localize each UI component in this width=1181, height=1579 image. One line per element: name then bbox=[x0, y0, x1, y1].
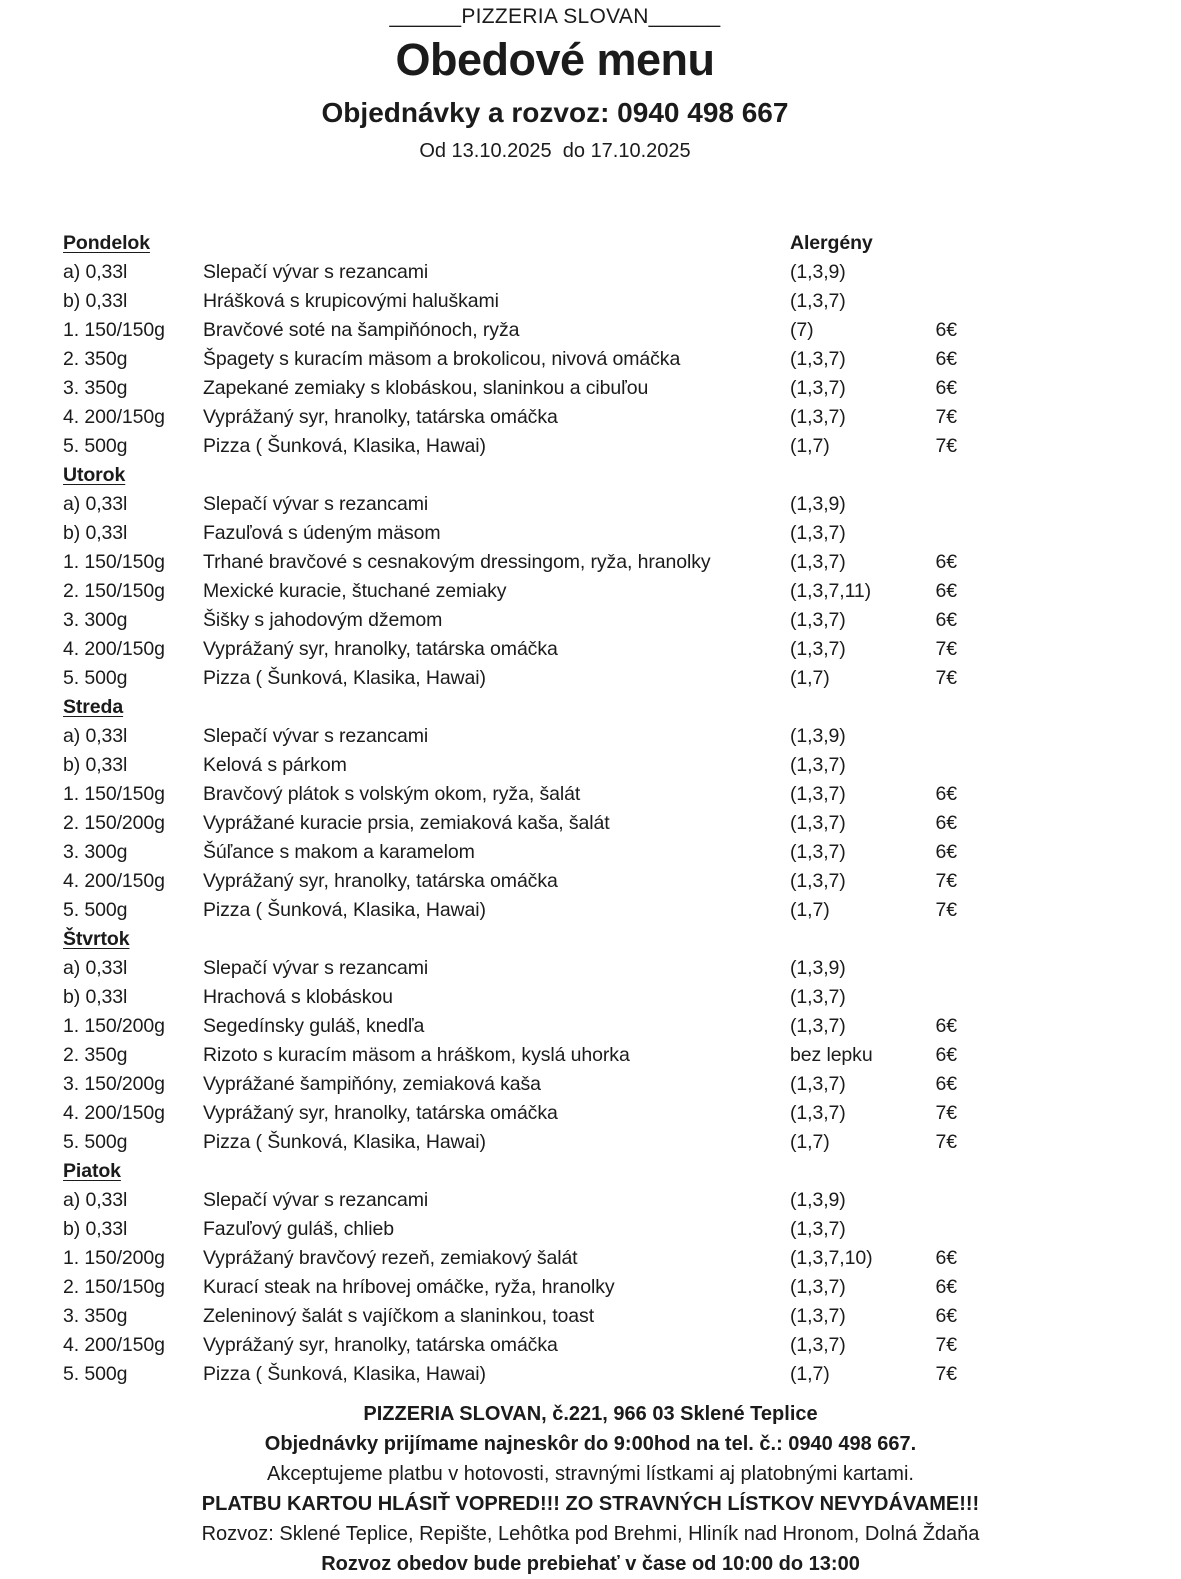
portion-cell: a) 0,33l bbox=[63, 261, 128, 283]
allergens-cell: (1,3,7) bbox=[790, 870, 846, 892]
dish-cell: Pizza ( Šunková, Klasika, Hawai) bbox=[203, 667, 486, 689]
price-cell: 7€ bbox=[935, 899, 957, 921]
portion-cell: 1. 150/200g bbox=[63, 1015, 165, 1037]
menu-row bbox=[63, 316, 957, 345]
menu-row bbox=[63, 345, 957, 374]
price-cell: 6€ bbox=[935, 1276, 957, 1298]
price-cell: 6€ bbox=[935, 1073, 957, 1095]
price-cell: 7€ bbox=[935, 870, 957, 892]
menu-row bbox=[63, 1244, 957, 1273]
day-heading-row bbox=[63, 925, 957, 954]
allergens-cell: bez lepku bbox=[790, 1044, 873, 1066]
allergens-cell: (1,3,7) bbox=[790, 1305, 846, 1327]
allergens-cell: (1,7) bbox=[790, 899, 830, 921]
menu-table bbox=[63, 229, 957, 1389]
dish-cell: Zapekané zemiaky s klobáskou, slaninkou a cibuľou bbox=[203, 377, 649, 399]
price-cell: 6€ bbox=[935, 609, 957, 631]
footer-line: Objednávky prijímame najneskôr do 9:00hod na tel. č.: 0940 498 667. bbox=[264, 1433, 917, 1455]
menu-row bbox=[63, 1041, 957, 1070]
allergens-cell: (7) bbox=[790, 319, 814, 341]
dish-cell: Bravčový plátok s volským okom, ryža, šalát bbox=[203, 783, 581, 805]
menu-row bbox=[63, 287, 957, 316]
portion-cell: 4. 200/150g bbox=[63, 1334, 165, 1356]
allergens-cell: (1,3,7) bbox=[790, 1073, 846, 1095]
dish-cell: Slepačí vývar s rezancami bbox=[203, 957, 429, 979]
portion-cell: 3. 350g bbox=[63, 1305, 128, 1327]
portion-cell: 4. 200/150g bbox=[63, 406, 165, 428]
dish-cell: Fazuľová s údeným mäsom bbox=[203, 522, 441, 544]
dish-cell: Pizza ( Šunková, Klasika, Hawai) bbox=[203, 1131, 486, 1153]
dish-cell: Vyprážaný syr, hranolky, tatárska omáčka bbox=[203, 406, 558, 428]
menu-row bbox=[63, 1128, 957, 1157]
allergens-cell: (1,7) bbox=[790, 1363, 830, 1385]
portion-cell: 3. 300g bbox=[63, 841, 128, 863]
portion-cell: b) 0,33l bbox=[63, 986, 128, 1008]
allergens-cell: (1,3,7,10) bbox=[790, 1247, 873, 1269]
allergens-cell: (1,3,7) bbox=[790, 1334, 846, 1356]
price-cell: 7€ bbox=[935, 435, 957, 457]
menu-row bbox=[63, 838, 957, 867]
allergens-cell: (1,3,7) bbox=[790, 406, 846, 428]
portion-cell: 5. 500g bbox=[63, 667, 128, 689]
portion-cell: 1. 150/150g bbox=[63, 319, 165, 341]
menu-row bbox=[63, 403, 957, 432]
dish-cell: Kurací steak na hríbovej omáčke, ryža, hranolky bbox=[203, 1276, 615, 1298]
allergens-cell: (1,3,7) bbox=[790, 1218, 846, 1240]
dish-cell: Špagety s kuracím mäsom a brokolicou, nivová omáčka bbox=[203, 348, 681, 370]
menu-row bbox=[63, 432, 957, 461]
price-cell: 6€ bbox=[935, 783, 957, 805]
allergens-cell: (1,3,7) bbox=[790, 522, 846, 544]
dish-cell: Hrachová s klobáskou bbox=[203, 986, 393, 1008]
portion-cell: a) 0,33l bbox=[63, 493, 128, 515]
price-cell: 6€ bbox=[935, 1015, 957, 1037]
dish-cell: Slepačí vývar s rezancami bbox=[203, 493, 429, 515]
dish-cell: Fazuľový guláš, chlieb bbox=[203, 1218, 395, 1240]
menu-row bbox=[63, 1331, 957, 1360]
portion-cell: 1. 150/200g bbox=[63, 1247, 165, 1269]
allergens-cell: (1,3,7) bbox=[790, 551, 846, 573]
day-heading: Piatok bbox=[63, 1160, 121, 1182]
dish-cell: Trhané bravčové s cesnakovým dressingom, ryža, hranolky bbox=[203, 551, 711, 573]
allergens-cell: (1,3,7) bbox=[790, 290, 846, 312]
menu-row bbox=[63, 1302, 957, 1331]
portion-cell: 2. 350g bbox=[63, 348, 128, 370]
footer-line: PLATBU KARTOU HLÁSIŤ VOPRED!!! ZO STRAVNÝCH LÍSTKOV NEVYDÁVAME!!! bbox=[201, 1493, 980, 1515]
dish-cell: Vyprážaný syr, hranolky, tatárska omáčka bbox=[203, 1334, 558, 1356]
price-cell: 6€ bbox=[935, 841, 957, 863]
menu-row bbox=[63, 519, 957, 548]
dish-cell: Vyprážané kuracie prsia, zemiaková kaša, šalát bbox=[203, 812, 610, 834]
allergens-cell: (1,3,7) bbox=[790, 377, 846, 399]
menu-row bbox=[63, 1186, 957, 1215]
menu-row bbox=[63, 1215, 957, 1244]
menu-row bbox=[63, 867, 957, 896]
footer-line: PIZZERIA SLOVAN, č.221, 966 03 Sklené Teplice bbox=[363, 1403, 818, 1425]
portion-cell: b) 0,33l bbox=[63, 290, 128, 312]
day-heading: Utorok bbox=[63, 464, 126, 486]
portion-cell: 2. 350g bbox=[63, 1044, 128, 1066]
portion-cell: a) 0,33l bbox=[63, 957, 128, 979]
allergens-cell: (1,7) bbox=[790, 435, 830, 457]
menu-row bbox=[63, 751, 957, 780]
portion-cell: 5. 500g bbox=[63, 435, 128, 457]
allergens-column-header: Alergény bbox=[790, 232, 873, 254]
menu-row bbox=[63, 1273, 957, 1302]
portion-cell: 3. 150/200g bbox=[63, 1073, 165, 1095]
allergens-cell: (1,3,7) bbox=[790, 348, 846, 370]
day-heading-row bbox=[63, 461, 957, 490]
footer-line: Akceptujeme platbu v hotovosti, stravnými lístkami aj platobnými kartami. bbox=[267, 1463, 914, 1485]
dish-cell: Vyprážaný syr, hranolky, tatárska omáčka bbox=[203, 1102, 558, 1124]
allergens-cell: (1,3,7) bbox=[790, 783, 846, 805]
menu-row bbox=[63, 983, 957, 1012]
footer-line: Rozvoz obedov bude prebiehať v čase od 10:00 do 13:00 bbox=[321, 1553, 860, 1575]
dish-cell: Vyprážaný syr, hranolky, tatárska omáčka bbox=[203, 638, 558, 660]
price-cell: 7€ bbox=[935, 1363, 957, 1385]
allergens-cell: (1,3,7) bbox=[790, 812, 846, 834]
portion-cell: 2. 150/200g bbox=[63, 812, 165, 834]
dish-cell: Mexické kuracie, štuchané zemiaky bbox=[203, 580, 507, 602]
dish-cell: Zeleninový šalát s vajíčkom a slaninkou, toast bbox=[203, 1305, 595, 1327]
allergens-cell: (1,3,9) bbox=[790, 261, 846, 283]
dish-cell: Segedínsky guláš, knedľa bbox=[203, 1015, 425, 1037]
day-heading: Streda bbox=[63, 696, 124, 718]
day-heading: Štvrtok bbox=[63, 928, 130, 950]
portion-cell: 3. 300g bbox=[63, 609, 128, 631]
allergens-cell: (1,3,7) bbox=[790, 1015, 846, 1037]
menu-row bbox=[63, 606, 957, 635]
restaurant-name-line: ______PIZZERIA SLOVAN______ bbox=[389, 5, 721, 28]
dish-cell: Pizza ( Šunková, Klasika, Hawai) bbox=[203, 1363, 486, 1385]
portion-cell: 4. 200/150g bbox=[63, 638, 165, 660]
portion-cell: 4. 200/150g bbox=[63, 1102, 165, 1124]
day-heading-row bbox=[63, 1157, 957, 1186]
menu-row bbox=[63, 954, 957, 983]
footer-line: Rozvoz: Sklené Teplice, Repište, Lehôtka pod Brehmi, Hliník nad Hronom, Dolná Ždaňa bbox=[201, 1523, 980, 1545]
menu-row bbox=[63, 1099, 957, 1128]
dish-cell: Bravčové soté na šampiňónoch, ryža bbox=[203, 319, 520, 341]
allergens-cell: (1,3,7) bbox=[790, 841, 846, 863]
menu-row bbox=[63, 664, 957, 693]
allergens-cell: (1,3,7,11) bbox=[790, 580, 872, 602]
menu-row bbox=[63, 896, 957, 925]
menu-row bbox=[63, 374, 957, 403]
portion-cell: 5. 500g bbox=[63, 1363, 128, 1385]
allergens-cell: (1,3,7) bbox=[790, 1102, 846, 1124]
price-cell: 6€ bbox=[935, 812, 957, 834]
dish-cell: Kelová s párkom bbox=[203, 754, 347, 776]
portion-cell: b) 0,33l bbox=[63, 522, 128, 544]
date-range: Od 13.10.2025 do 17.10.2025 bbox=[419, 140, 691, 162]
dish-cell: Slepačí vývar s rezancami bbox=[203, 1189, 429, 1211]
menu-row bbox=[63, 490, 957, 519]
allergens-cell: (1,7) bbox=[790, 1131, 830, 1153]
day-heading: Pondelok bbox=[63, 232, 150, 254]
portion-cell: 1. 150/150g bbox=[63, 783, 165, 805]
allergens-cell: (1,7) bbox=[790, 667, 830, 689]
portion-cell: a) 0,33l bbox=[63, 725, 128, 747]
menu-row bbox=[63, 809, 957, 838]
price-cell: 6€ bbox=[935, 1305, 957, 1327]
allergens-cell: (1,3,7) bbox=[790, 1276, 846, 1298]
price-cell: 6€ bbox=[935, 377, 957, 399]
dish-cell: Rizoto s kuracím mäsom a hráškom, kyslá uhorka bbox=[203, 1044, 630, 1066]
dish-cell: Hrášková s krupicovými haluškami bbox=[203, 290, 499, 312]
portion-cell: b) 0,33l bbox=[63, 1218, 128, 1240]
portion-cell: 2. 150/150g bbox=[63, 580, 165, 602]
price-cell: 7€ bbox=[935, 1334, 957, 1356]
allergens-cell: (1,3,7) bbox=[790, 609, 846, 631]
allergens-cell: (1,3,7) bbox=[790, 638, 846, 660]
dish-cell: Pizza ( Šunková, Klasika, Hawai) bbox=[203, 435, 486, 457]
dish-cell: Pizza ( Šunková, Klasika, Hawai) bbox=[203, 899, 486, 921]
price-cell: 6€ bbox=[935, 580, 957, 602]
menu-row bbox=[63, 635, 957, 664]
menu-row bbox=[63, 258, 957, 287]
price-cell: 7€ bbox=[935, 1102, 957, 1124]
dish-cell: Šišky s jahodovým džemom bbox=[203, 609, 443, 631]
day-heading-row bbox=[63, 693, 957, 722]
portion-cell: 4. 200/150g bbox=[63, 870, 165, 892]
page-title: Obedové menu bbox=[395, 34, 715, 85]
price-cell: 7€ bbox=[935, 406, 957, 428]
document-footer bbox=[0, 1399, 1181, 1579]
portion-cell: 3. 350g bbox=[63, 377, 128, 399]
portion-cell: 2. 150/150g bbox=[63, 1276, 165, 1298]
menu-row bbox=[63, 722, 957, 751]
menu-row bbox=[63, 548, 957, 577]
day-heading-row bbox=[63, 229, 957, 258]
price-cell: 6€ bbox=[935, 1044, 957, 1066]
portion-cell: 1. 150/150g bbox=[63, 551, 165, 573]
price-cell: 7€ bbox=[935, 638, 957, 660]
portion-cell: b) 0,33l bbox=[63, 754, 128, 776]
menu-row bbox=[63, 1012, 957, 1041]
dish-cell: Slepačí vývar s rezancami bbox=[203, 261, 429, 283]
portion-cell: a) 0,33l bbox=[63, 1189, 128, 1211]
menu-row bbox=[63, 1070, 957, 1099]
allergens-cell: (1,3,7) bbox=[790, 754, 846, 776]
price-cell: 6€ bbox=[935, 319, 957, 341]
portion-cell: 5. 500g bbox=[63, 1131, 128, 1153]
price-cell: 7€ bbox=[935, 1131, 957, 1153]
allergens-cell: (1,3,9) bbox=[790, 1189, 846, 1211]
menu-row bbox=[63, 780, 957, 809]
allergens-cell: (1,3,9) bbox=[790, 493, 846, 515]
dish-cell: Šúľance s makom a karamelom bbox=[203, 841, 475, 863]
price-cell: 6€ bbox=[935, 1247, 957, 1269]
allergens-cell: (1,3,7) bbox=[790, 986, 846, 1008]
orders-phone-line: Objednávky a rozvoz: 0940 498 667 bbox=[321, 97, 789, 128]
portion-cell: 5. 500g bbox=[63, 899, 128, 921]
allergens-cell: (1,3,9) bbox=[790, 725, 846, 747]
dish-cell: Vyprážané šampiňóny, zemiaková kaša bbox=[203, 1073, 541, 1095]
price-cell: 7€ bbox=[935, 667, 957, 689]
price-cell: 6€ bbox=[935, 551, 957, 573]
menu-row bbox=[63, 1360, 957, 1389]
dish-cell: Vyprážaný syr, hranolky, tatárska omáčka bbox=[203, 870, 558, 892]
dish-cell: Vyprážaný bravčový rezeň, zemiakový šalát bbox=[203, 1247, 578, 1269]
menu-row bbox=[63, 577, 957, 606]
allergens-cell: (1,3,9) bbox=[790, 957, 846, 979]
price-cell: 6€ bbox=[935, 348, 957, 370]
dish-cell: Slepačí vývar s rezancami bbox=[203, 725, 429, 747]
